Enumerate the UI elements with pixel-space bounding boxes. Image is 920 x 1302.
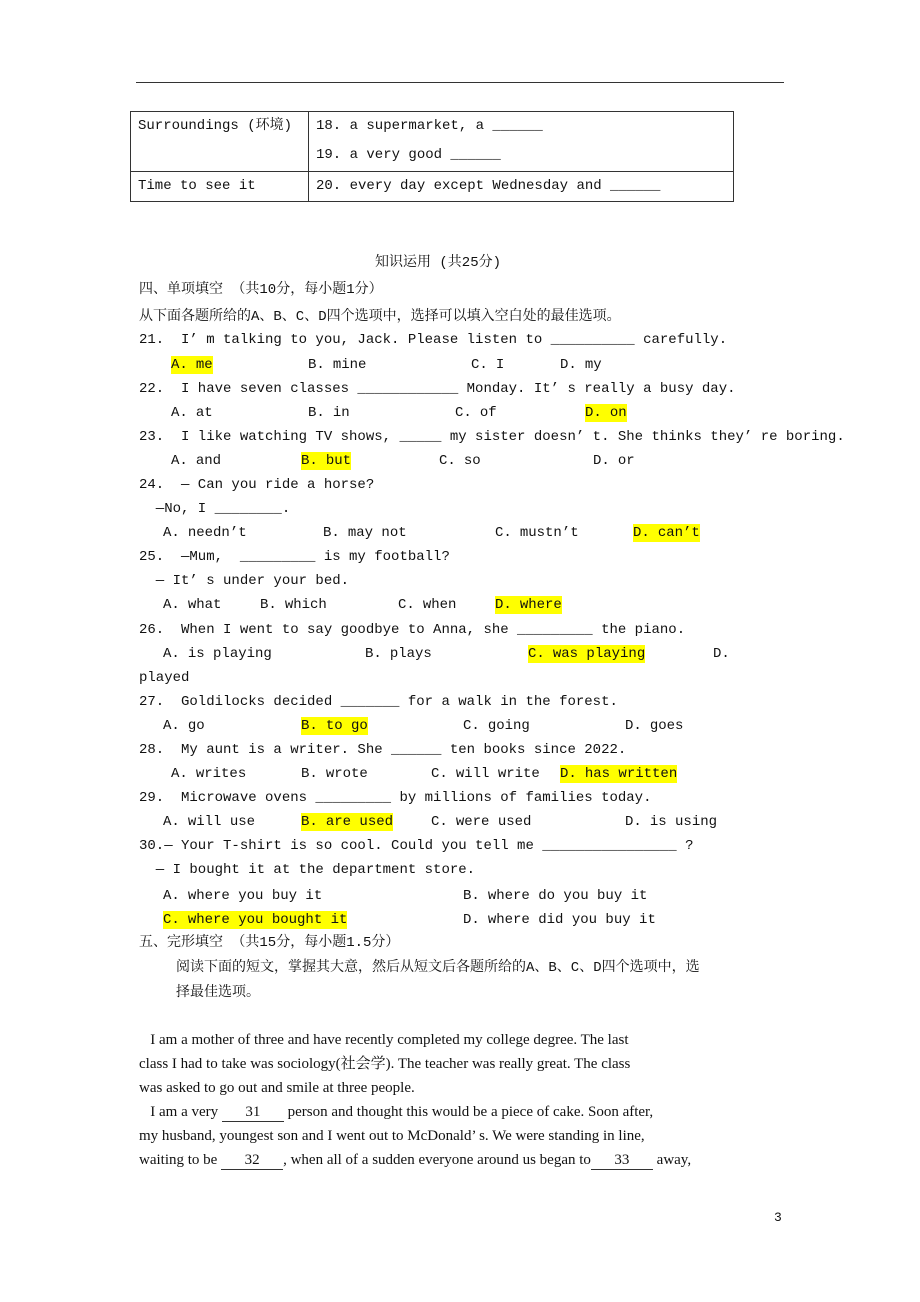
question-27-option-d[interactable] (625, 717, 683, 735)
option-text: to go (325, 718, 368, 734)
option-letter: A. (163, 597, 180, 613)
question-27-option-c[interactable] (463, 717, 530, 735)
question-26-stem: 26. When I went to say goodbye to Anna, she _________ the piano. (139, 622, 686, 638)
option-text: I (495, 357, 505, 373)
text: away, (652, 1152, 692, 1168)
question-23-option-a[interactable] (171, 452, 221, 470)
blank-33: 33 (591, 1151, 653, 1170)
item-20: 20. every day except Wednesday and ______ (309, 172, 734, 202)
question-21-option-b[interactable] (308, 356, 366, 374)
text: waiting to be (139, 1152, 222, 1168)
question-30-stem: — I bought it at the department store. (139, 862, 476, 878)
option-letter: B. (301, 453, 318, 469)
option-letter: C. (431, 814, 448, 830)
option-text: is using (649, 814, 718, 830)
option-letter: B. (301, 718, 318, 734)
option-text: can’t (657, 525, 700, 541)
question-22-stem: 22. I have seven classes ____________ Monday. It’ s really a busy day. (139, 381, 736, 397)
question-29-option-c[interactable] (431, 813, 531, 831)
option-text: where you buy it (187, 888, 323, 904)
passage-line: I am a mother of three and have recently completed my college degree. The last (139, 1032, 629, 1048)
question-28-stem: 28. My aunt is a writer. She ______ ten books since 2022. (139, 742, 627, 758)
question-23-option-d[interactable] (593, 452, 635, 470)
question-28-option-d-highlighted[interactable] (560, 765, 677, 783)
question-26-option-d[interactable] (713, 645, 730, 663)
option-letter: D. (593, 453, 610, 469)
option-letter: D. (495, 597, 512, 613)
table-row (131, 172, 734, 202)
option-text: going (487, 718, 530, 734)
option-text: has written (584, 766, 678, 782)
option-letter: A. (163, 525, 180, 541)
question-29-stem: 29. Microwave ovens _________ by millions of families today. (139, 790, 652, 806)
question-29-option-a[interactable] (163, 813, 255, 831)
question-29-option-b-highlighted[interactable] (301, 813, 393, 831)
option-text: are used (325, 814, 394, 830)
option-text: needn’t (187, 525, 247, 541)
part5-instruction-cont: 择最佳选项。 (176, 985, 260, 1001)
option-letter: C. (431, 766, 448, 782)
question-23-stem: 23. I like watching TV shows, _____ my sister doesn’ t. She thinks they’ re boring. (139, 429, 845, 445)
option-text: or (617, 453, 635, 469)
option-text: will write (455, 766, 540, 782)
option-text: plays (389, 646, 432, 662)
question-30-option-a[interactable] (163, 887, 322, 905)
option-text: may not (347, 525, 407, 541)
part4-heading: 四、单项填空 （共10分，每小题1分） (139, 282, 383, 298)
blank-32: 32 (221, 1151, 283, 1170)
option-text: were used (455, 814, 532, 830)
option-text: and (195, 453, 222, 469)
option-letter: D. (560, 357, 577, 373)
option-letter: C. (471, 357, 488, 373)
option-text: go (187, 718, 205, 734)
option-text: on (609, 405, 627, 421)
option-text: mustn’t (519, 525, 579, 541)
question-24-option-d-highlighted[interactable] (633, 524, 700, 542)
question-24-option-c[interactable] (495, 524, 579, 542)
option-text: is playing (187, 646, 272, 662)
question-26-option-d-text: played (139, 670, 190, 686)
question-30-option-b[interactable] (463, 887, 647, 905)
question-30-stem: 30.— Your T-shirt is so cool. Could you tell me ________________ ? (139, 838, 694, 854)
table-row (131, 112, 734, 172)
option-letter: D. (585, 405, 602, 421)
option-letter: A. (171, 357, 188, 373)
option-text: where you bought it (187, 912, 348, 928)
option-letter: B. (260, 597, 277, 613)
question-21-stem: 21. I’ m talking to you, Jack. Please listen to __________ carefully. (139, 332, 728, 348)
option-text: where did you buy it (487, 912, 656, 928)
question-29-option-d[interactable] (625, 813, 717, 831)
table-cell-items (309, 112, 734, 172)
option-letter: D. (463, 912, 480, 928)
option-letter: C. (439, 453, 456, 469)
option-letter: B. (301, 766, 318, 782)
option-letter: B. (323, 525, 340, 541)
option-text: mine (332, 357, 367, 373)
question-22-option-c[interactable] (455, 404, 497, 422)
option-letter: D. (625, 718, 642, 734)
table-cell-label: Time to see it (131, 172, 309, 202)
option-text: which (284, 597, 327, 613)
option-letter: C. (495, 525, 512, 541)
option-letter: D. (560, 766, 577, 782)
option-text: goes (649, 718, 684, 734)
option-letter: C. (463, 718, 480, 734)
question-25-option-c[interactable] (398, 596, 456, 614)
option-letter: C. (528, 646, 545, 662)
part4-instruction: 从下面各题所给的A、B、C、D四个选项中，选择可以填入空白处的最佳选项。 (139, 309, 621, 325)
question-21-option-a-highlighted[interactable] (171, 356, 213, 374)
passage-line: my husband, youngest son and I went out to McDonald’ s. We were standing in line, (139, 1128, 645, 1144)
option-letter: A. (171, 405, 188, 421)
option-text: me (195, 357, 213, 373)
question-25-option-d-highlighted[interactable] (495, 596, 562, 614)
option-letter: B. (301, 814, 318, 830)
question-22-option-b[interactable] (308, 404, 350, 422)
question-30-option-c-highlighted[interactable] (163, 911, 347, 929)
option-letter: D. (633, 525, 650, 541)
item-18: 18. a supermarket, a ______ (316, 118, 543, 134)
option-text: where (519, 597, 562, 613)
option-text: was playing (552, 646, 646, 662)
option-text: wrote (325, 766, 368, 782)
option-letter: B. (365, 646, 382, 662)
part5-instruction: 阅读下面的短文，掌握其大意，然后从短文后各题所给的A、B、C、D四个选项中，选 (176, 960, 700, 976)
option-text: when (422, 597, 457, 613)
option-letter: C. (398, 597, 415, 613)
question-28-option-a[interactable] (171, 765, 246, 783)
question-26-option-a[interactable] (163, 645, 272, 663)
info-table (130, 111, 734, 202)
question-24-option-a[interactable] (163, 524, 247, 542)
option-letter: A. (163, 718, 180, 734)
passage-line (139, 1151, 691, 1170)
option-letter: A. (163, 814, 180, 830)
option-text: but (325, 453, 352, 469)
option-text: writes (195, 766, 247, 782)
option-letter: D. (713, 646, 730, 662)
option-text: what (187, 597, 222, 613)
question-24-option-b[interactable] (323, 524, 407, 542)
question-23-option-b-highlighted[interactable] (301, 452, 351, 470)
option-letter: A. (171, 453, 188, 469)
option-letter: C. (163, 912, 180, 928)
option-text: where do you buy it (487, 888, 648, 904)
option-text: of (479, 405, 497, 421)
option-letter: B. (463, 888, 480, 904)
question-25-option-b[interactable] (260, 596, 327, 614)
question-28-option-c[interactable] (431, 765, 540, 783)
option-text: will use (187, 814, 256, 830)
question-27-stem: 27. Goldilocks decided _______ for a walk in the forest. (139, 694, 618, 710)
table-cell-label: Surroundings (环境) (131, 112, 309, 172)
question-25-stem: — It’ s under your bed. (139, 573, 350, 589)
question-27-option-b-highlighted[interactable] (301, 717, 368, 735)
passage-line: was asked to go out and smile at three people. (139, 1080, 415, 1096)
option-text: in (332, 405, 350, 421)
passage-line (139, 1103, 653, 1122)
option-letter: B. (308, 357, 325, 373)
question-26-option-b[interactable] (365, 645, 432, 663)
question-22-option-d-highlighted[interactable] (585, 404, 627, 422)
header-rule (136, 82, 784, 83)
question-27-option-a[interactable] (163, 717, 205, 735)
option-text: at (195, 405, 213, 421)
passage-line: class I had to take was sociology(社会学). The teacher was really great. The class (139, 1056, 631, 1072)
section-title: 知识运用 (共25分) (375, 255, 502, 271)
question-30-option-d[interactable] (463, 911, 656, 929)
question-21-option-d[interactable] (560, 356, 602, 374)
blank-31: 31 (222, 1103, 284, 1122)
question-21-option-c[interactable] (471, 356, 504, 374)
option-letter: B. (308, 405, 325, 421)
question-23-option-c[interactable] (439, 452, 481, 470)
question-22-option-a[interactable] (171, 404, 213, 422)
page-number: 3 (774, 1210, 782, 1225)
question-24-stem: —No, I ________. (139, 501, 291, 517)
question-24-stem: 24. — Can you ride a horse? (139, 477, 375, 493)
option-text: my (584, 357, 602, 373)
option-letter: A. (171, 766, 188, 782)
text: person and thought this would be a piece of cake. Soon after, (283, 1104, 654, 1120)
question-25-option-a[interactable] (163, 596, 221, 614)
question-25-stem: 25. —Mum, _________ is my football? (139, 549, 450, 565)
option-letter: A. (163, 888, 180, 904)
item-19: 19. a very good ______ (316, 147, 501, 163)
option-letter: C. (455, 405, 472, 421)
option-letter: D. (625, 814, 642, 830)
question-28-option-b[interactable] (301, 765, 368, 783)
option-text: so (463, 453, 481, 469)
text: , when all of a sudden everyone around us began to (283, 1152, 591, 1168)
part5-heading: 五、完形填空 （共15分，每小题1.5分） (139, 935, 400, 951)
text: I am a very (139, 1104, 222, 1120)
option-letter: A. (163, 646, 180, 662)
question-26-option-c-highlighted[interactable] (528, 645, 645, 663)
